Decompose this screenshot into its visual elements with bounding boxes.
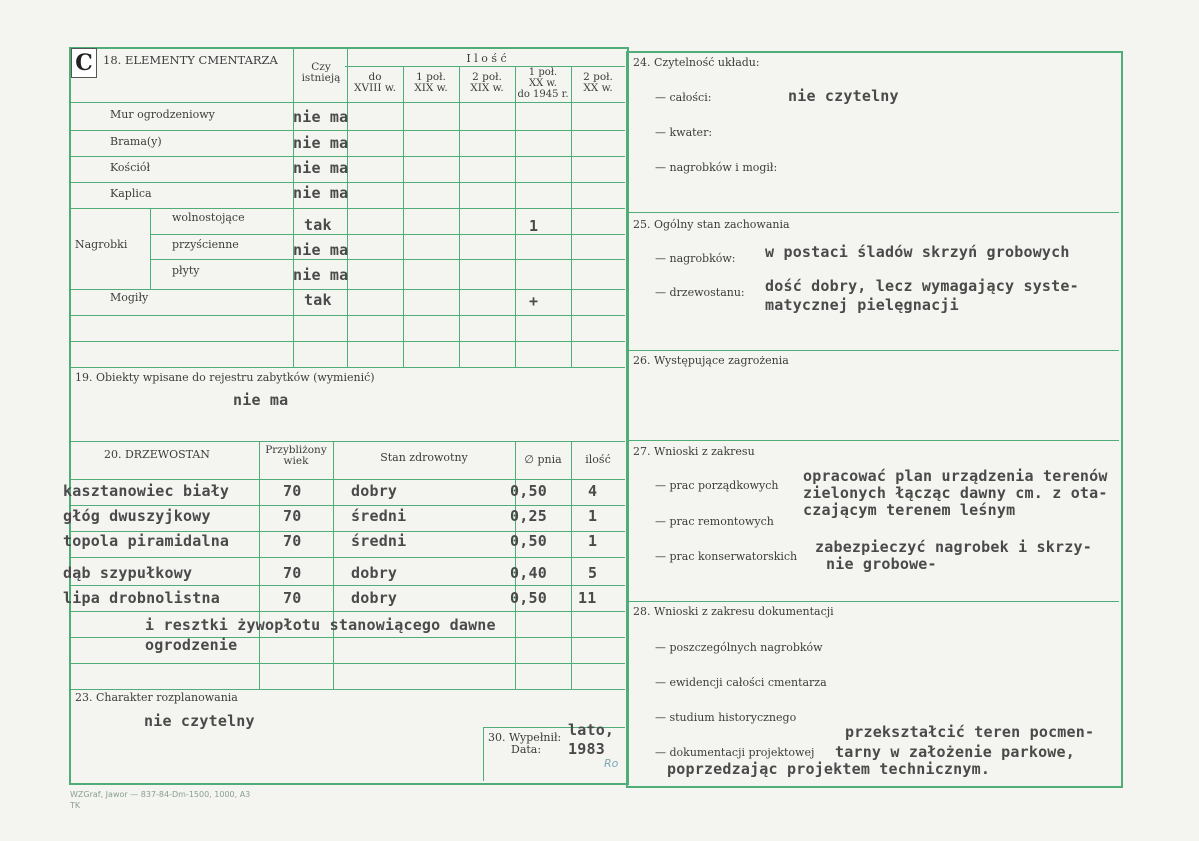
row-label-wolnostojace: wolnostojące	[172, 211, 245, 224]
s20-count-header: ilość	[585, 453, 611, 466]
s23-value: nie czytelny	[144, 712, 255, 730]
row-label-przyscienne: przyścienne	[172, 238, 239, 251]
tree-age-5: 70	[283, 589, 302, 607]
tree-health-1: dobry	[351, 482, 398, 500]
exists-kaplica: nie ma	[293, 184, 349, 202]
tree-diam-3: 0,50	[510, 532, 547, 550]
s20-health-header: Stan zdrowotny	[380, 451, 468, 464]
s18-qty-header: I l o ś ć	[466, 52, 507, 65]
s30-label2: Data:	[511, 743, 542, 756]
row-label-mogily: Mogiły	[110, 291, 149, 304]
exists-wolnostojace: tak	[304, 216, 332, 234]
tree-age-3: 70	[283, 532, 302, 550]
s25-value-nagrobkow: w postaci śladów skrzyń grobowych	[765, 243, 1070, 261]
exists-plyty: nie ma	[293, 266, 349, 284]
s30-value2: 1983	[568, 740, 605, 758]
s20-diam-header: ∅ pnia	[524, 453, 562, 466]
tree-name-1: kasztanowiec biały	[63, 482, 230, 500]
qty-col-2: 1 poł. XIX w.	[414, 71, 448, 94]
tree-age-2: 70	[283, 507, 302, 525]
s28-title: 28. Wnioski z zakresu dokumentacji	[633, 605, 834, 618]
s27-text1-line3: czającym terenem leśnym	[803, 501, 1016, 519]
s20-age-header: Przybliżony wiek	[265, 444, 327, 467]
footer-print-info: WZGraf, Jawor — 837-84-Dm-1500, 1000, A3	[70, 790, 251, 799]
s20-note-line2: ogrodzenie	[145, 636, 238, 654]
exists-brama: nie ma	[293, 134, 349, 152]
footer-tk: TK	[70, 801, 81, 810]
row-label-kosciol: Kościół	[110, 161, 151, 174]
tree-diam-5: 0,50	[510, 589, 547, 607]
tree-health-5: dobry	[351, 589, 398, 607]
s27-text1-line2: zielonych łącząc dawny cm. z ota-	[803, 484, 1108, 502]
qty-col-5: 2 poł. XX w.	[583, 71, 613, 94]
tree-count-3: 1	[588, 532, 598, 550]
row-label-plyty: płyty	[172, 264, 200, 277]
s27-text2-line2: nie grobowe-	[826, 555, 937, 573]
s24-item-calosci: — całości:	[655, 91, 712, 104]
tree-diam-2: 0,25	[510, 507, 547, 525]
s27-item-remontowych: — prac remontowych	[655, 515, 774, 528]
s28-text-line1: przekształcić teren pocmen-	[845, 723, 1095, 741]
s24-item-kwater: — kwater:	[655, 126, 713, 139]
s24-value-calosci: nie czytelny	[788, 87, 899, 105]
row-label-brama: Brama(y)	[110, 135, 162, 148]
row-label-mur: Mur ogrodzeniowy	[110, 108, 215, 121]
s27-item-konserwatorskich: — prac konserwatorskich	[655, 550, 798, 563]
s25-title: 25. Ogólny stan zachowania	[633, 218, 790, 231]
tree-health-4: dobry	[351, 564, 398, 582]
s28-item-nagrobkow: — poszczególnych nagrobków	[655, 641, 823, 654]
s26-title: 26. Występujące zagrożenia	[633, 354, 789, 367]
exists-kosciol: nie ma	[293, 159, 349, 177]
s23-title: 23. Charakter rozplanowania	[75, 691, 238, 704]
tree-count-5: 11	[578, 589, 597, 607]
s30-label1: 30. Wypełnił:	[488, 731, 562, 744]
s28-text-line2: tarny w założenie parkowe,	[835, 743, 1075, 761]
row-label-nagrobki: Nagrobki	[75, 238, 128, 251]
tree-age-4: 70	[283, 564, 302, 582]
tree-name-2: głóg dwuszyjkowy	[63, 507, 211, 525]
tree-name-4: dąb szypułkowy	[63, 564, 193, 582]
s25-value-drzewostanu-1: dość dobry, lecz wymagający syste-	[765, 277, 1079, 295]
section-letter: C	[71, 48, 97, 78]
tree-count-2: 1	[588, 507, 598, 525]
s27-item-porzadkowych: — prac porządkowych	[655, 479, 779, 492]
tree-name-5: lipa drobnolistna	[63, 589, 220, 607]
qty-col-3: 2 poł. XIX w.	[470, 71, 504, 94]
s28-item-studium: — studium historycznego	[655, 711, 797, 724]
exists-mogily: tak	[304, 291, 332, 309]
s28-item-ewidencji: — ewidencji całości cmentarza	[655, 676, 827, 689]
exists-przyscienne: nie ma	[293, 241, 349, 259]
s18-exists-header: Czy istnieją	[301, 61, 341, 84]
s19-value: nie ma	[233, 391, 289, 409]
tree-health-3: średni	[351, 532, 407, 550]
tree-name-3: topola piramidalna	[63, 532, 230, 550]
s18-title: 18. ELEMENTY CMENTARZA	[103, 53, 278, 67]
tree-health-2: średni	[351, 507, 407, 525]
tree-diam-4: 0,40	[510, 564, 547, 582]
s27-title: 27. Wnioski z zakresu	[633, 445, 755, 458]
qty-mogily: +	[529, 292, 539, 310]
tree-count-1: 4	[588, 482, 598, 500]
tree-age-1: 70	[283, 482, 302, 500]
qty-col-1: do XVIII w.	[354, 71, 396, 94]
s28-text-line3: poprzedzając projektem technicznym.	[667, 760, 991, 778]
s28-item-dokumentacji: — dokumentacji projektowej	[655, 746, 815, 759]
tree-diam-1: 0,50	[510, 482, 547, 500]
s24-title: 24. Czytelność układu:	[633, 56, 760, 69]
s27-text2-line1: zabezpieczyć nagrobek i skrzy-	[815, 538, 1092, 556]
left-panel-frame	[69, 47, 629, 785]
s25-item-nagrobkow: — nagrobków:	[655, 252, 736, 265]
s30-handwritten-mark: Ro	[604, 757, 619, 770]
s25-value-drzewostanu-2: matycznej pielęgnacji	[765, 296, 959, 314]
s19-title: 19. Obiekty wpisane do rejestru zabytków (wymienić)	[75, 371, 375, 384]
s20-note-line1: i resztki żywopłotu stanowiącego dawne	[145, 616, 496, 634]
exists-mur: nie ma	[293, 108, 349, 126]
s25-item-drzewostanu: — drzewostanu:	[655, 286, 745, 299]
qty-wolnostojace: 1	[529, 217, 539, 235]
s30-value1: lato,	[568, 721, 615, 739]
s27-text1-line1: opracować plan urządzenia terenów	[803, 467, 1108, 485]
s24-item-nagrobkow: — nagrobków i mogił:	[655, 161, 778, 174]
qty-col-4: 1 poł. XX w. do 1945 r.	[517, 67, 569, 100]
row-label-kaplica: Kaplica	[110, 187, 152, 200]
tree-count-4: 5	[588, 564, 598, 582]
s20-title: 20. DRZEWOSTAN	[104, 448, 210, 461]
